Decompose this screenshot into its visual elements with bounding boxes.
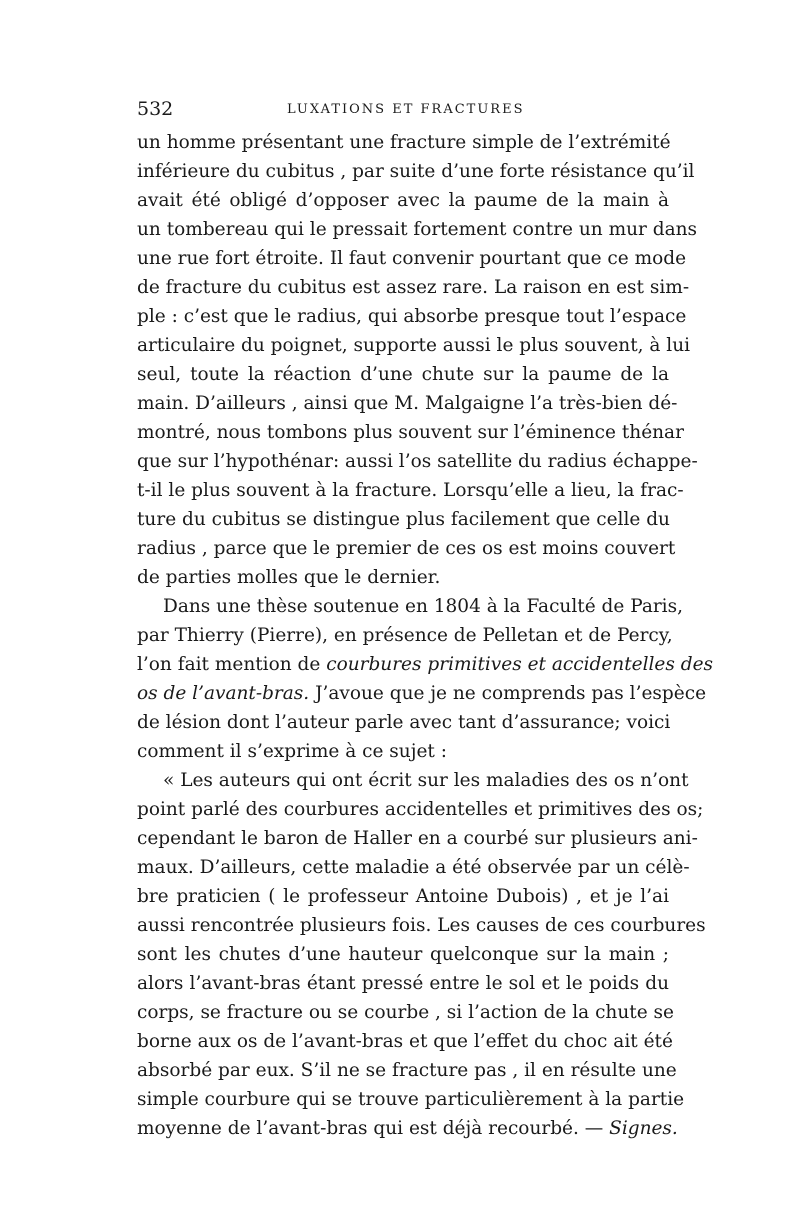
line-text: main. D’ailleurs , ainsi que M. Malgaigne l’a très-bien dé- bbox=[137, 393, 678, 414]
text-line bbox=[137, 302, 687, 331]
book-page bbox=[137, 98, 714, 1143]
line-text: radius , parce que le premier de ces os est moins couvert bbox=[137, 538, 676, 559]
line-text: articulaire du poignet, supporte aussi le plus souvent, à lui bbox=[137, 335, 691, 356]
text-line bbox=[137, 940, 669, 969]
line-text: cependant le baron de Haller en a courbé sur plusieurs ani- bbox=[137, 828, 698, 849]
text-line bbox=[137, 331, 691, 360]
running-head: LUXATIONS ET FRACTURES bbox=[287, 102, 525, 117]
text-line bbox=[137, 505, 669, 534]
line-text: simple courbure qui se trouve particulièrement à la partie bbox=[137, 1089, 685, 1110]
line-text: borne aux os de l’avant-bras et que l’effet du choc ait été bbox=[137, 1031, 673, 1052]
line-text: J’avoue que je ne comprends pas l’espèce bbox=[309, 683, 707, 704]
line-text: que sur l’hypothénar: aussi l’os satellite du radius échappe- bbox=[137, 451, 698, 472]
text-line bbox=[137, 679, 707, 708]
line-text: l’on fait mention de bbox=[137, 654, 327, 675]
text-line bbox=[137, 650, 714, 679]
line-text: corps, se fracture ou se courbe , si l’action de la chute se bbox=[137, 1002, 674, 1023]
text-line bbox=[137, 824, 698, 853]
text-line bbox=[137, 534, 676, 563]
line-text: seul, toute la réaction d’une chute sur la paume de la bbox=[137, 364, 669, 385]
line-text: point parlé des courbures accidentelles et primitives des os; bbox=[137, 799, 704, 820]
line-text: ple : c’est que le radius, qui absorbe presque tout l’espace bbox=[137, 306, 687, 327]
text-line bbox=[137, 1027, 673, 1056]
body-text bbox=[137, 128, 714, 1143]
text-line bbox=[137, 360, 669, 389]
text-line bbox=[137, 969, 669, 998]
line-text: un homme présentant une fracture simple de l’extrémité bbox=[137, 132, 671, 153]
page-header bbox=[137, 98, 669, 128]
line-text: t-il le plus souvent à la fracture. Lorsqu’elle a lieu, la frac- bbox=[137, 480, 684, 501]
line-text: de lésion dont l’auteur parle avec tant d’assurance; voici bbox=[137, 712, 671, 733]
line-text: avait été obligé d’opposer avec la paume de la main à bbox=[137, 190, 669, 211]
text-line bbox=[137, 476, 684, 505]
italic-text: Signes. bbox=[609, 1118, 678, 1139]
line-text: alors l’avant-bras étant pressé entre le sol et le poids du bbox=[137, 973, 669, 994]
text-line bbox=[137, 911, 706, 940]
line-text: une rue fort étroite. Il faut convenir pourtant que ce mode bbox=[137, 248, 687, 269]
text-line bbox=[137, 128, 669, 157]
line-text: de parties molles que le dernier. bbox=[137, 567, 441, 588]
line-text: Dans une thèse soutenue en 1804 à la Faculté de Paris, bbox=[163, 596, 683, 617]
text-line bbox=[137, 1056, 677, 1085]
text-line bbox=[137, 853, 690, 882]
text-line bbox=[137, 1085, 685, 1114]
text-line bbox=[137, 157, 695, 186]
text-line bbox=[137, 273, 690, 302]
text-line bbox=[137, 418, 684, 447]
line-text: inférieure du cubitus , par suite d’une forte résistance qu’il bbox=[137, 161, 695, 182]
text-line bbox=[137, 215, 698, 244]
line-text: maux. D’ailleurs, cette maladie a été observée par un célè- bbox=[137, 857, 690, 878]
italic-text: courbures primitives et accidentelles des bbox=[326, 654, 714, 675]
line-text: de fracture du cubitus est assez rare. La raison en est sim- bbox=[137, 277, 690, 298]
line-text: bre praticien ( le professeur Antoine Dubois) , et je l’ai bbox=[137, 886, 669, 907]
line-text: ture du cubitus se distingue plus facilement que celle du bbox=[137, 509, 670, 530]
line-text: aussi rencontrée plusieurs fois. Les causes de ces courbures bbox=[137, 915, 706, 936]
line-text: sont les chutes d’une hauteur quelconque sur la main ; bbox=[137, 944, 669, 965]
line-text: montré, nous tombons plus souvent sur l’éminence thénar bbox=[137, 422, 684, 443]
text-line bbox=[137, 737, 669, 766]
text-line bbox=[137, 1114, 678, 1143]
line-text: absorbé par eux. S’il ne se fracture pas , il en résulte une bbox=[137, 1060, 677, 1081]
text-line bbox=[137, 882, 669, 911]
text-line bbox=[137, 998, 674, 1027]
text-line bbox=[137, 708, 669, 737]
text-line bbox=[137, 592, 683, 621]
text-line bbox=[137, 621, 673, 650]
page-number: 532 bbox=[137, 98, 174, 120]
text-line bbox=[137, 766, 689, 795]
line-text: « Les auteurs qui ont écrit sur les maladies des os n’ont bbox=[163, 770, 689, 791]
line-text: un tombereau qui le pressait fortement contre un mur dans bbox=[137, 219, 698, 240]
line-text: comment il s’exprime à ce sujet : bbox=[137, 741, 447, 762]
text-line bbox=[137, 447, 698, 476]
text-line bbox=[137, 244, 687, 273]
text-line bbox=[137, 186, 669, 215]
text-line bbox=[137, 389, 678, 418]
italic-text: os de l’avant-bras. bbox=[137, 683, 310, 704]
line-text: moyenne de l’avant-bras qui est déjà recourbé. — bbox=[137, 1118, 610, 1139]
line-text: par Thierry (Pierre), en présence de Pelletan et de Percy, bbox=[137, 625, 673, 646]
text-line bbox=[137, 795, 704, 824]
text-line bbox=[137, 563, 669, 592]
